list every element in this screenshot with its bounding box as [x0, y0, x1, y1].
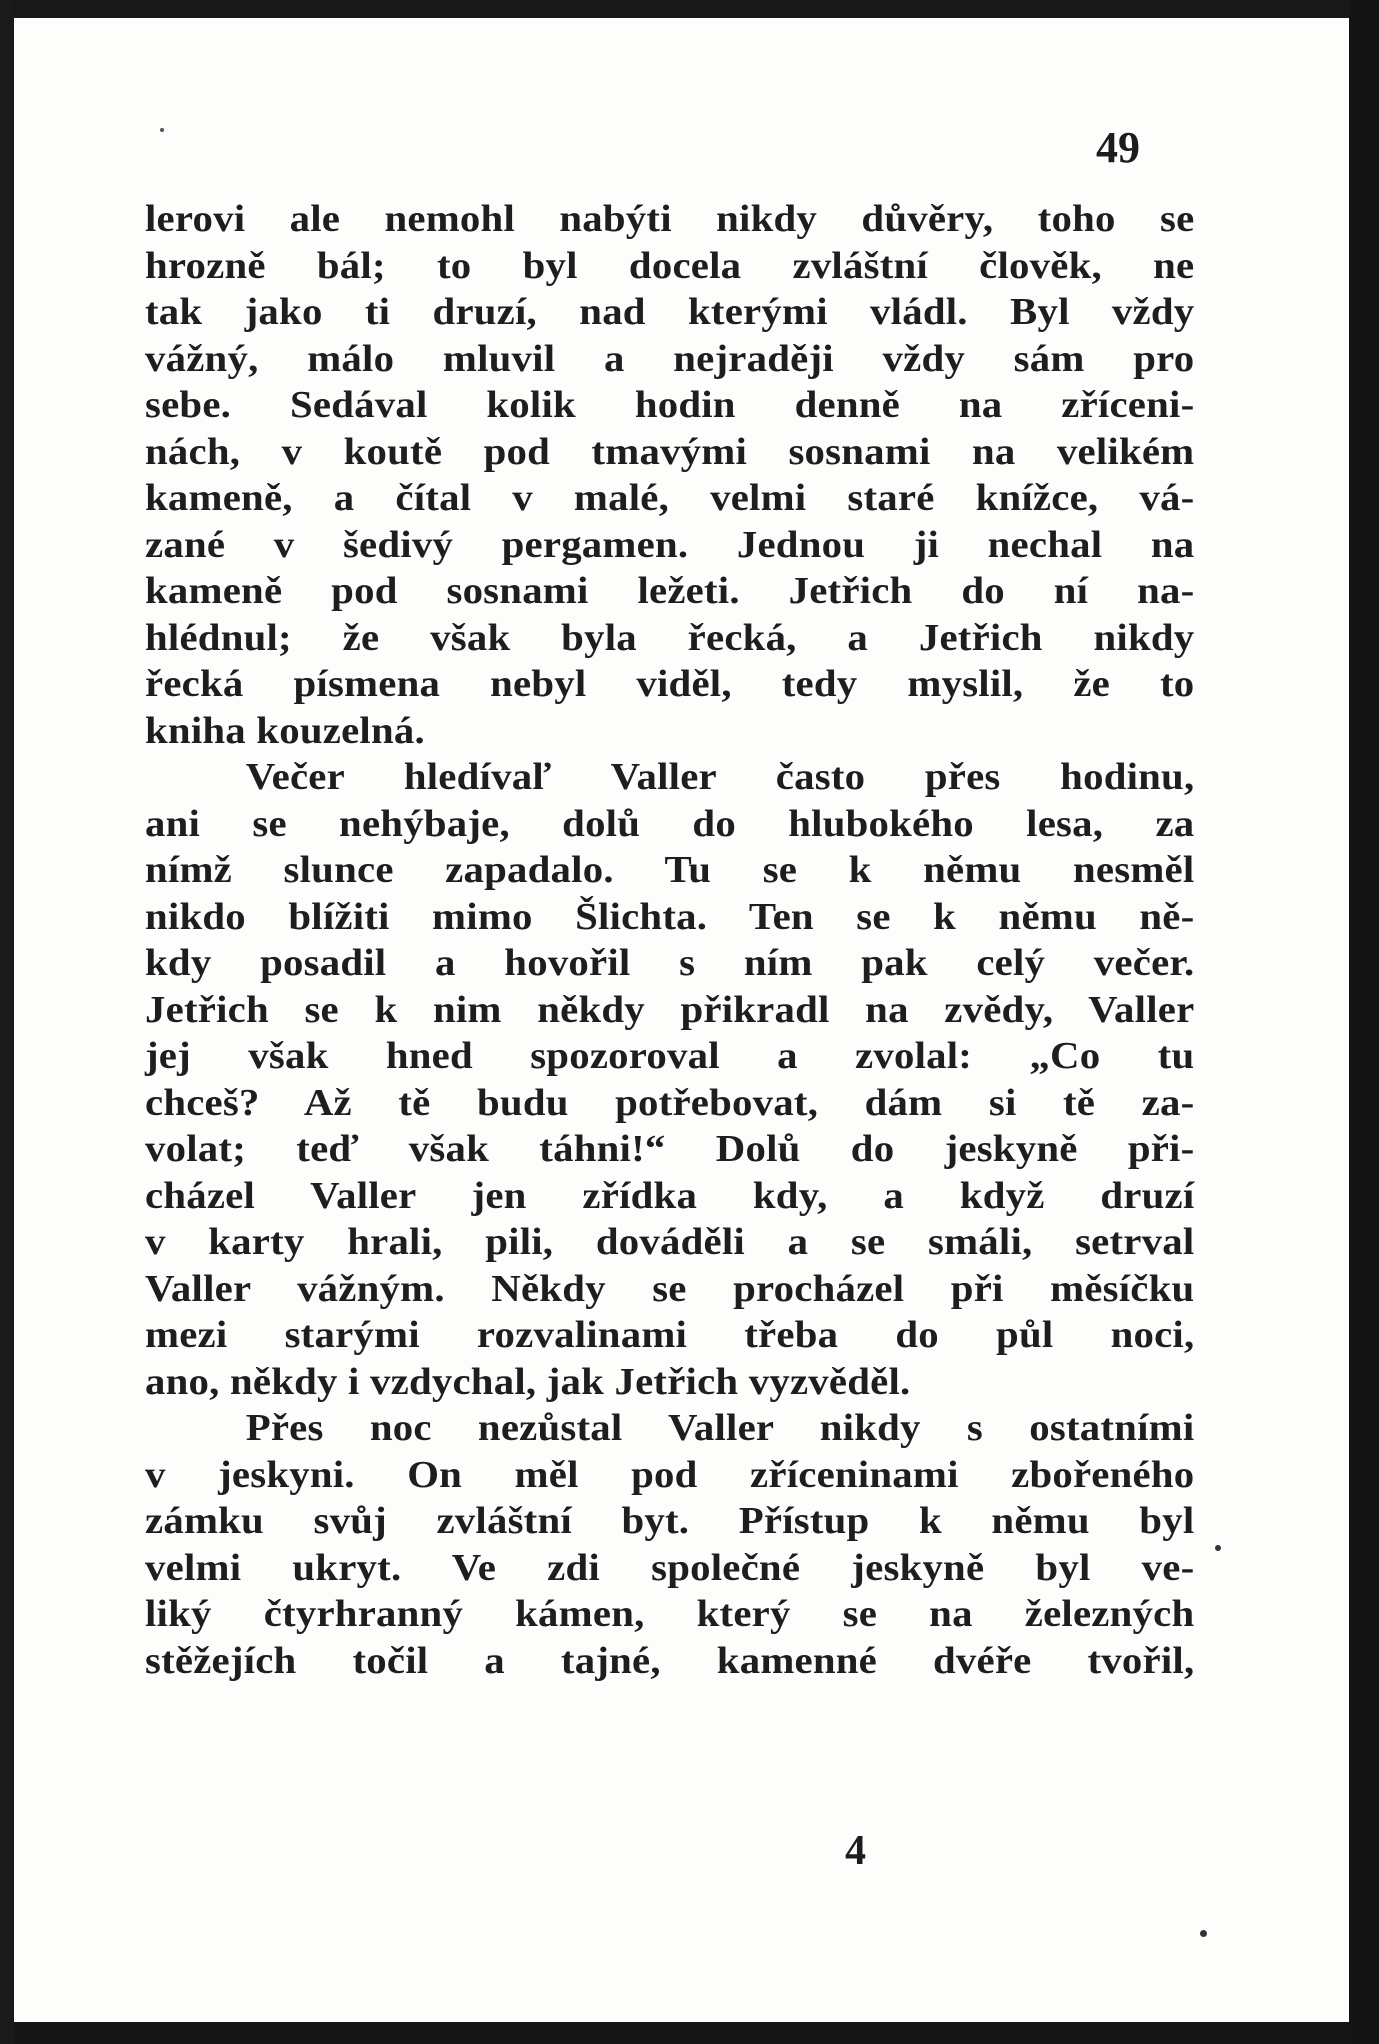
body-text	[145, 196, 1194, 1684]
text-line: Přes noc nezůstal Valler nikdy s ostatními	[245, 1407, 1195, 1449]
text-line: řecká písmena nebyl viděl, tedy myslil, že to	[145, 663, 1195, 705]
text-line: kameně pod sosnami ležeti. Jetřich do ní na-	[145, 570, 1195, 612]
text-line: lerovi ale nemohl nabýti nikdy důvěry, toho se	[145, 198, 1195, 240]
text-line: v karty hrali, pili, dováděli a se smáli, setrval	[145, 1221, 1195, 1263]
text-line: mezi starými rozvalinami třeba do půl noci,	[145, 1314, 1195, 1356]
dust-speck	[1215, 1545, 1221, 1551]
scan-border-left	[0, 0, 14, 2044]
text-line: ani se nehýbaje, dolů do hlubokého lesa, za	[145, 802, 1195, 845]
signature-mark: 4	[845, 1828, 866, 1874]
text-line: kniha kouzelná.	[145, 709, 425, 752]
text-line: cházel Valler jen zřídka kdy, a když druzí	[145, 1174, 1195, 1217]
dust-speck	[1200, 1930, 1207, 1937]
text-line: vážný, málo mluvil a nejraději vždy sám pro	[145, 337, 1195, 380]
text-line: zámku svůj zvláštní byt. Přístup k němu byl	[145, 1500, 1195, 1542]
scan-border-right	[1349, 0, 1379, 2044]
text-line: tak jako ti druzí, nad kterými vládl. Byl vždy	[145, 291, 1195, 333]
text-line: velmi ukryt. Ve zdi společné jeskyně byl ve-	[145, 1546, 1195, 1589]
scan-border-bottom	[0, 2022, 1379, 2044]
text-line: v jeskyni. On měl pod zříceninami zbořeného	[145, 1453, 1195, 1496]
text-line: nách, v koutě pod tmavými sosnami na velikém	[145, 430, 1195, 473]
text-line: zané v šedivý pergamen. Jednou ji nechal na	[145, 523, 1195, 566]
text-line: Jetřich se k nim někdy přikradl na zvědy, Valler	[145, 988, 1195, 1031]
text-line: kdy posadil a hovořil s ním pak celý večer.	[145, 942, 1195, 984]
text-line: nímž slunce zapadalo. Tu se k němu nesměl	[145, 849, 1195, 891]
text-line: ano, někdy i vzdychal, jak Jetřich vyzvěděl.	[145, 1360, 911, 1403]
text-line: sebe. Sedával kolik hodin denně na zříceni-	[145, 384, 1195, 426]
text-line: volat; teď však táhni!“ Dolů do jeskyně při-	[145, 1128, 1195, 1170]
text-line: stěžejích točil a tajné, kamenné dvéře tvořil,	[145, 1639, 1195, 1682]
page-number: 49	[1096, 123, 1140, 172]
text-line: nikdo blížiti mimo Šlichta. Ten se k němu ně-	[145, 895, 1195, 938]
text-line: hlédnul; že však byla řecká, a Jetřich nikdy	[145, 616, 1195, 659]
text-line: liký čtyrhranný kámen, který se na železných	[145, 1593, 1195, 1635]
text-line: chceš? Až tě budu potřebovat, dám si tě za-	[145, 1081, 1195, 1124]
text-line: Večer hledívaľ Valler často přes hodinu,	[245, 756, 1195, 798]
text-line: hrozně bál; to byl docela zvláštní člověk, ne	[145, 244, 1195, 287]
dust-speck	[160, 128, 164, 132]
text-line: jej však hned spozoroval a zvolal: „Co tu	[145, 1035, 1195, 1077]
text-line: Valler vážným. Někdy se procházel při měsíčku	[145, 1267, 1195, 1310]
scan-border-top	[0, 0, 1379, 18]
text-line: kameně, a čítal v malé, velmi staré knížce, vá-	[145, 477, 1195, 519]
